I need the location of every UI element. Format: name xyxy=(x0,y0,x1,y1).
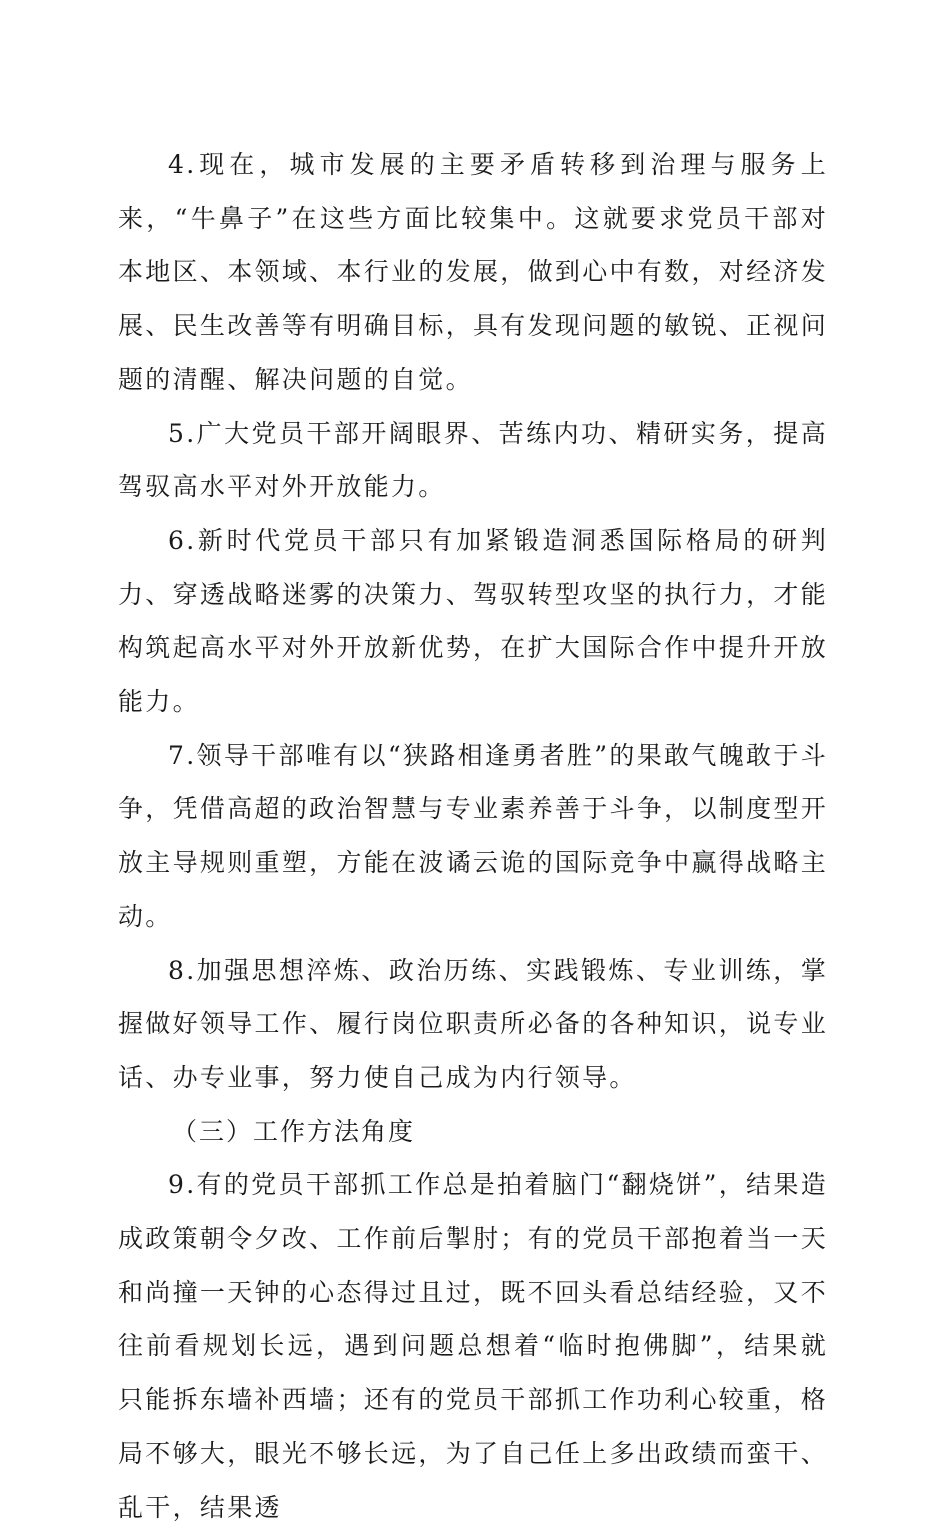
section-heading: （三）工作方法角度 xyxy=(172,1116,416,1146)
paragraph-6: 6.新时代党员干部只有加紧锻造洞悉国际格局的研判力、穿透战略迷雾的决策力、驾驭转型攻坚的执行力，才能构筑起高水平对外开放新优势，在扩大国际合作中提升开放能力。 xyxy=(118,525,828,717)
paragraph-5: 5.广大党员干部开阔眼界、苦练内功、精研实务，提高驾驭高水平对外开放能力。 xyxy=(118,418,828,502)
paragraph-9: 9.有的党员干部抓工作总是拍着脑门“翻烧饼”，结果造成政策朝令夕改、工作前后掣肘；有的党员干部抱着当一天和尚撞一天钟的心态得过且过，既不回头看总结经验，又不往前看规划长远，遇到问题总想着“临时抱佛脚”，结果就只能拆东墙补西墙；还有的党员干部抓工作功利心较重，格局不够大，眼光不够长远，为了自己任上多出政绩而蛮干、乱干，结果透 xyxy=(118,1170,828,1522)
paragraph-7: 7.领导干部唯有以“狭路相逢勇者胜”的果敢气魄敢于斗争，凭借高超的政治智慧与专业素养善于斗争，以制度型开放主导规则重塑，方能在波谲云诡的国际竞争中赢得战略主动。 xyxy=(118,740,828,931)
paragraph-4: 4.现在，城市发展的主要矛盾转移到治理与服务上来，“牛鼻子”在这些方面比较集中。这就要求党员干部对本地区、本领域、本行业的发展，做到心中有数，对经济发展、民生改善等有明确目标，具有发现问题的敏锐、正视问题的清醒、解决问题的自觉。 xyxy=(118,150,828,394)
document-body xyxy=(118,138,828,1534)
paragraph-8: 8.加强思想淬炼、政治历练、实践锻炼、专业训练，掌握做好领导工作、履行岗位职责所必备的各种知识，说专业话、办专业事，努力使自己成为内行领导。 xyxy=(118,955,828,1092)
